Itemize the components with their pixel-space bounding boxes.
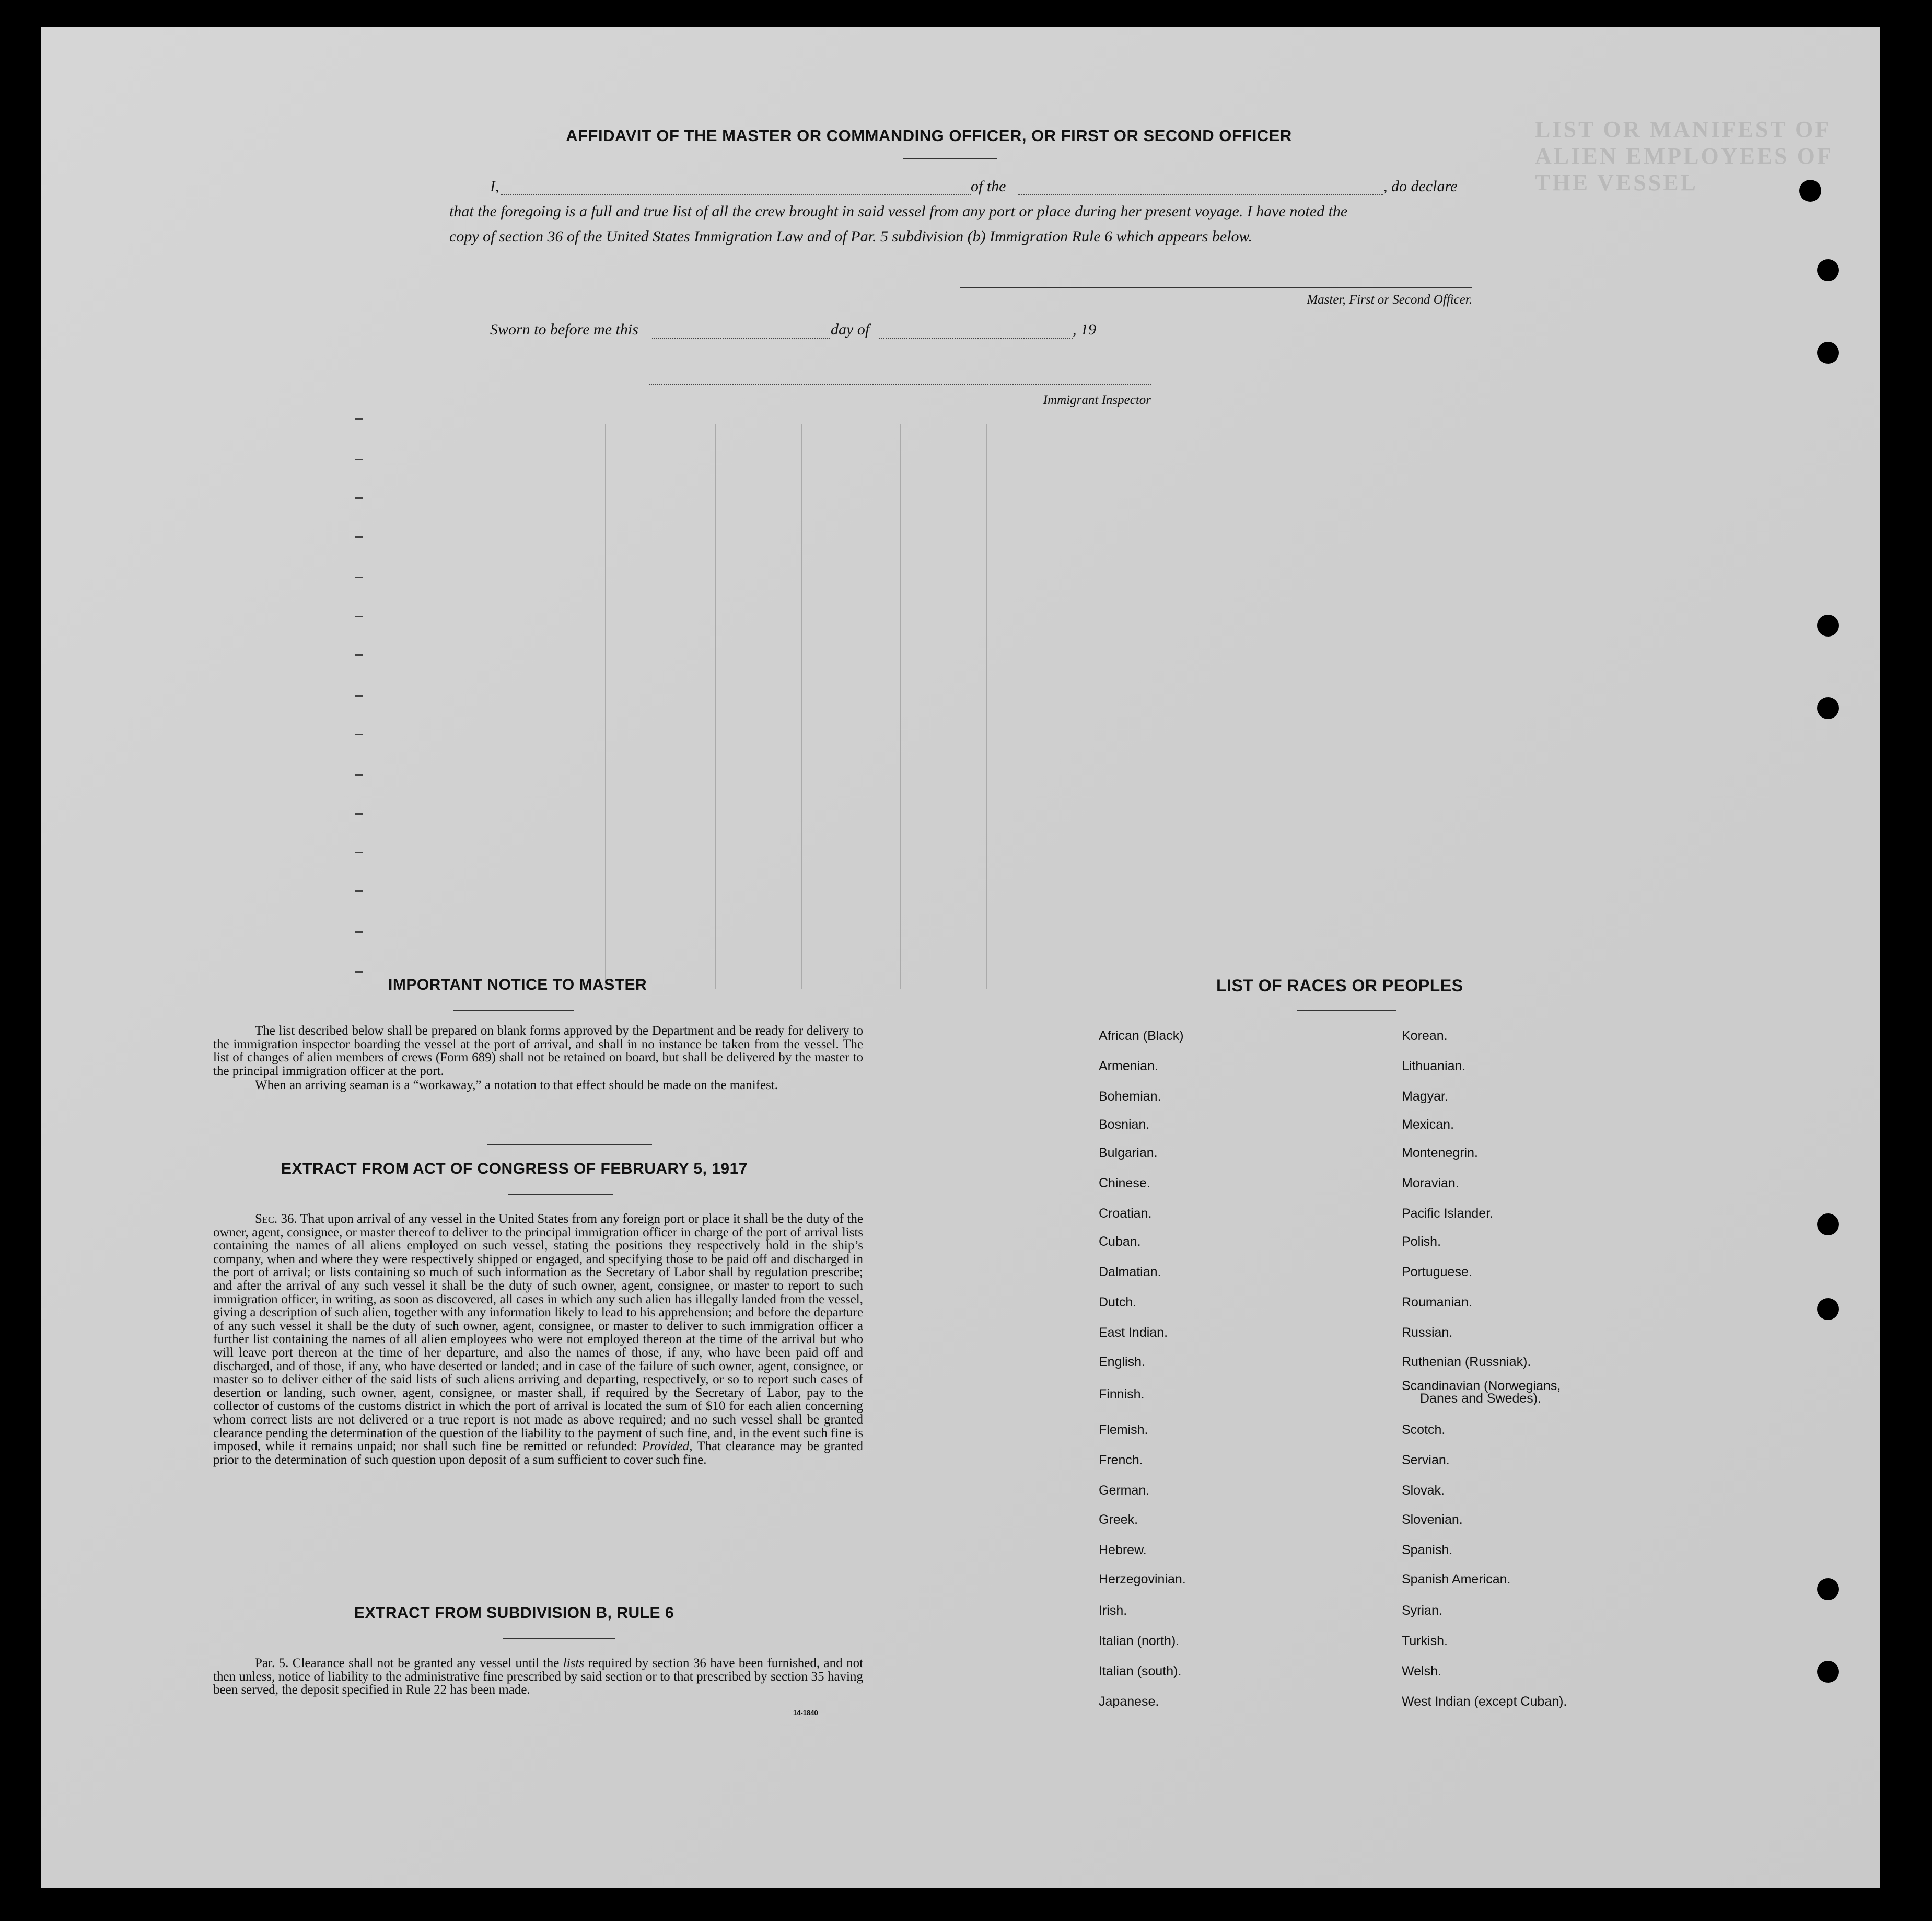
affidavit-title: AFFIDAVIT OF THE MASTER OR COMMANDING OFFICER, OR FIRST OR SECOND OFFICER [566,126,1292,145]
notice-title: IMPORTANT NOTICE TO MASTER [388,976,647,993]
race-item: Ruthenian (Russniak). [1402,1355,1531,1369]
extract-rule-title: EXTRACT FROM SUBDIVISION B, RULE 6 [354,1604,674,1622]
inspector-signature-line[interactable] [649,384,1151,385]
signature-label: Master, First or Second Officer. [1307,293,1472,307]
extract-rule-text [213,1657,863,1697]
race-item: Scotch. [1402,1422,1446,1437]
race-item: East Indian. [1099,1325,1168,1340]
row-tick [355,852,363,853]
binder-hole [1817,1661,1839,1683]
race-item: West Indian (except Cuban). [1402,1694,1567,1709]
vessel-name-field[interactable] [1018,194,1383,195]
extract-act-title-rule [508,1194,613,1195]
race-item: Bosnian. [1099,1117,1150,1132]
row-tick [355,497,363,499]
section-label: Sec. 36. [255,1212,297,1226]
race-item: Bohemian. [1099,1089,1161,1104]
affidavit-body-line3: copy of section 36 of the United States Immigration Law and of Par. 5 subdivision (b) Immigration Rule 6 which appears below. [449,228,1252,245]
race-item: German. [1099,1483,1150,1498]
row-tick [355,890,363,892]
race-item: Hebrew. [1099,1543,1147,1557]
extract-rule-title-rule [503,1638,615,1639]
race-item: Lithuanian. [1402,1059,1466,1073]
binder-hole [1817,1578,1839,1600]
races-title: LIST OF RACES OR PEOPLES [1216,976,1463,995]
race-item: Japanese. [1099,1694,1159,1709]
sworn-month-field[interactable] [879,338,1073,339]
race-item: Herzegovinian. [1099,1572,1186,1587]
affidavit-line1-declare: , do declare [1383,178,1458,195]
race-item: Finnish. [1099,1387,1145,1402]
race-item: Slovak. [1402,1483,1445,1498]
race-item: Chinese. [1099,1176,1150,1190]
race-item: Italian (south). [1099,1664,1182,1679]
column-rule [605,424,606,989]
race-item: Russian. [1402,1325,1453,1340]
binder-hole [1817,342,1839,364]
extract-act-text [213,1212,863,1466]
row-tick [355,695,363,697]
notice-paragraph-1: The list described below shall be prepared on blank forms approved by the Department and be ready for delivery to the immigration inspector boarding the vessel at the port of arrival, and shall in no instance be taken from the vessel. The list of changes of alien members of crews (Form 689) shall not be retained on board, but shall be delivered by the master to the principal immigration officer at the port. [213,1024,863,1078]
races-title-rule [1297,1010,1396,1011]
notice-paragraph-2: When an arriving seaman is a “workaway,” a notation to that effect should be made on the manifest. [255,1078,778,1092]
sworn-year: , 19 [1073,321,1096,338]
row-tick [355,577,363,578]
form-number: 14-1840 [793,1709,818,1717]
race-item: Magyar. [1402,1089,1448,1104]
race-item: Moravian. [1402,1176,1459,1190]
race-item: Portuguese. [1402,1265,1472,1279]
rule-text-part-1: Par. 5. Clearance shall not be granted any vessel until the [255,1656,560,1670]
row-tick [355,931,363,933]
race-item: African (Black) [1099,1028,1184,1043]
row-tick [355,616,363,617]
affidavit-title-rule [903,158,997,159]
master-signature-line[interactable] [960,287,1472,288]
document-sheet [41,27,1880,1888]
race-item: Korean. [1402,1028,1448,1043]
sworn-prefix: Sworn to before me this [490,321,638,338]
race-item: Flemish. [1099,1422,1148,1437]
provided-word: Provided, [642,1439,693,1454]
master-name-field[interactable] [501,194,971,195]
race-item: Roumanian. [1402,1295,1472,1310]
column-rule [986,424,987,989]
row-tick [355,654,363,656]
race-item: Croatian. [1099,1206,1152,1221]
affidavit-line1-of-the: of the [971,178,1006,195]
race-item: Armenian. [1099,1059,1158,1073]
binder-hole [1817,615,1839,637]
race-item: Montenegrin. [1402,1145,1478,1160]
sworn-day-of: day of [831,321,870,338]
race-item: Welsh. [1402,1664,1441,1679]
affidavit-body-line2: that the foregoing is a full and true list of all the crew brought in said vessel from any port or place during her present voyage. I have noted the [449,203,1348,220]
row-tick [355,971,363,973]
sworn-day-field[interactable] [652,338,830,339]
race-item: Greek. [1099,1512,1138,1527]
race-item: Irish. [1099,1603,1127,1618]
race-item: Cuban. [1099,1234,1141,1249]
row-tick [355,418,363,420]
binder-hole [1817,1298,1839,1320]
race-item: Pacific Islander. [1402,1206,1494,1221]
race-item: Dalmatian. [1099,1265,1161,1279]
race-item: French. [1099,1453,1143,1467]
race-item: Scandinavian (Norwegians, [1402,1379,1561,1393]
section-36-text: That upon arrival of any vessel in the United States from any foreign port or place it shall be the duty of the owner, agent, consignee, or master thereof to deliver to the principal immigration officer in charge of the port of arrival lists containing the names of all aliens employed on such vessel, stating the positions they respectively hold in the ship’s company, when and where they were respectively shipped or engaged, and specifying those to be paid off and discharged in the port of arrival; or lists containing so much of such information as the Secretary of Labor shall by regulation prescribe; and after the arrival of any such vessel it shall be the duty of such owner, agent, consignee, or master to report to such immigration officer, in writing, as soon as discovered, all cases in which any such alien has illegally landed from the vessel, giving a description of such alien, together with any information likely to lead to his apprehension; and before the departure of any such vessel it shall be the duty of such owner, agent, consignee, or master to deliver to such immigration officer a further list containing the names of all alien employees who were not employed thereon at the time of the arrival but who will leave port thereon at the time of her departure, and also the names of those, if any, who have been paid off and discharged, and of those, if any, who have deserted or landed; and in case of the failure of such owner, agent, consignee, or master so to deliver either of the said lists of such aliens arriving and departing, respectively, or so to report such cases of desertion or landing, such owner, agent, consignee, or master shall, if required by the Secretary of Labor, pay to the collector of customs of the customs district in which the port of arrival is located the sum of $10 for each alien concerning whom correct lists are not delivered or a true report is not made as above required; and no such vessel shall be granted clearance pending the determination of the question of the liability to the payment of such fine, and, in the event such fine is imposed, while it remains unpaid; nor shall such fine be remitted or refunded: [213,1212,863,1454]
row-tick [355,774,363,776]
race-item: Mexican. [1402,1117,1454,1132]
race-item: Slovenian. [1402,1512,1463,1527]
binder-hole [1817,697,1839,719]
binder-hole [1817,1213,1839,1235]
race-item: Danes and Swedes). [1420,1391,1542,1406]
row-tick [355,734,363,735]
race-item: Syrian. [1402,1603,1442,1618]
column-rule [900,424,901,989]
bleed-through-text: LIST OR MANIFEST OF ALIEN EMPLOYEES OF THE VESSEL [1535,117,1833,195]
column-rule [715,424,716,989]
section-36-text-end: That clearance may be granted prior to the determination of such question upon deposit of a sum sufficient to cover such fine. [213,1439,863,1467]
notice-title-rule [453,1010,574,1011]
affidavit-line1-i: I, [490,178,499,195]
column-rule [801,424,802,989]
extract-act-title: EXTRACT FROM ACT OF CONGRESS OF FEBRUARY 5, 1917 [281,1160,748,1177]
race-item: Italian (north). [1099,1634,1180,1648]
race-item: Spanish. [1402,1543,1453,1557]
race-item: Servian. [1402,1453,1450,1467]
race-item: English. [1099,1355,1145,1369]
race-item: Turkish. [1402,1634,1448,1648]
row-tick [355,536,363,538]
row-tick [355,813,363,815]
race-item: Polish. [1402,1234,1441,1249]
race-item: Spanish American. [1402,1572,1511,1587]
race-item: Dutch. [1099,1295,1137,1310]
inspector-label: Immigrant Inspector [1043,393,1151,407]
notice-end-rule [487,1144,652,1145]
rule-text-part-2: required by section 36 have been furnished, and not then unless, notice of liability to the administrative fine prescribed by said section or to that prescribed by section 35 having been served, the deposit specified in Rule 22 has been made. [213,1656,864,1697]
row-tick [355,459,363,460]
binder-hole [1799,180,1821,202]
binder-hole [1817,259,1839,281]
lists-word: lists [563,1656,585,1670]
race-item: Bulgarian. [1099,1145,1158,1160]
